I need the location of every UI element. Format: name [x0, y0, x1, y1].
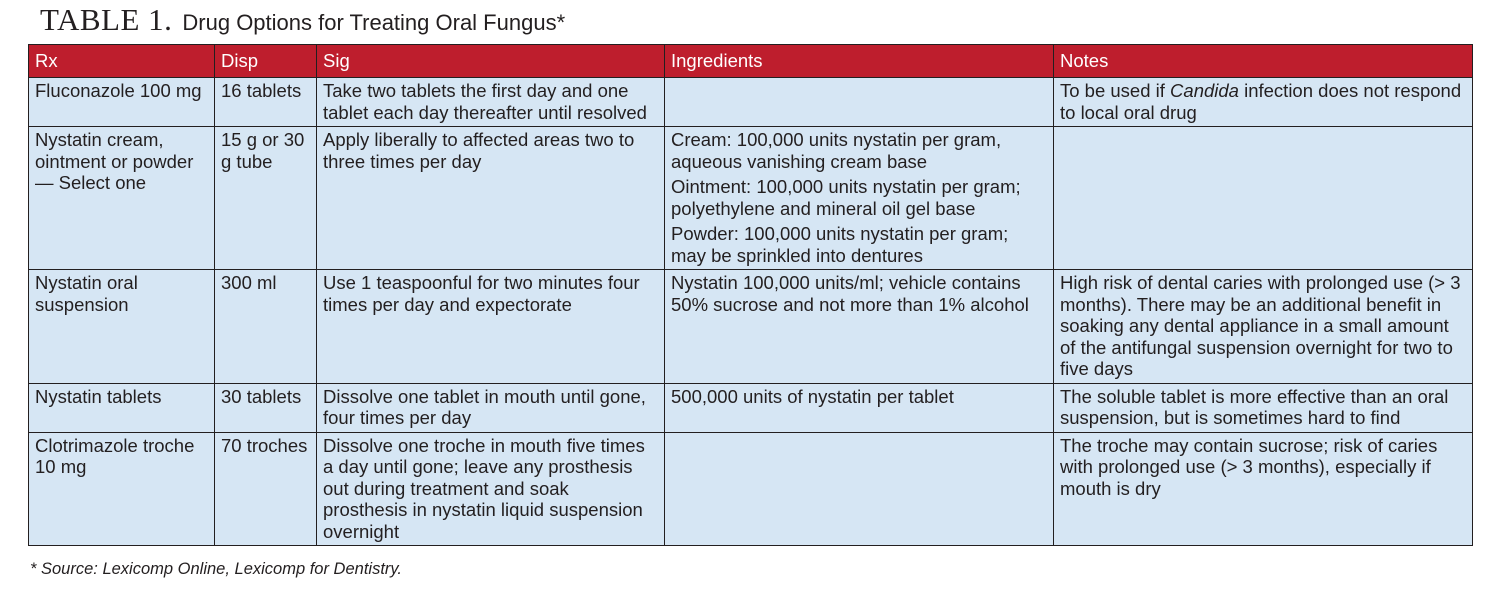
cell-rx: Nystatin tablets	[29, 383, 215, 432]
drug-options-table	[28, 44, 1473, 546]
cell-ingredients	[665, 432, 1054, 546]
cell-ingredients	[665, 383, 1054, 432]
cell-rx: Fluconazole 100 mg	[29, 78, 215, 127]
cell-notes	[1054, 127, 1473, 270]
cell-sig: Use 1 teaspoonful for two minutes four times per day and expectorate	[317, 270, 665, 384]
table-row	[29, 127, 1473, 270]
column-header-rx: Rx	[29, 45, 215, 78]
notes-text-italic: Candida	[1170, 80, 1239, 101]
column-header-sig: Sig	[317, 45, 665, 78]
cell-ingredients	[665, 127, 1054, 270]
table-number-label: TABLE 1.	[40, 2, 173, 37]
cell-sig: Take two tablets the first day and one tablet each day thereafter until resolved	[317, 78, 665, 127]
table-row	[29, 270, 1473, 384]
notes-text-end: infection does not respond to local oral drug	[1060, 80, 1462, 123]
cell-disp: 15 g or 30 g tube	[215, 127, 317, 270]
ingredient-ointment: Ointment: 100,000 units nystatin per gram; polyethylene and mineral oil gel base	[671, 176, 1021, 219]
cell-disp: 300 ml	[215, 270, 317, 384]
cell-notes: The soluble tablet is more effective than an oral suspension, but is sometimes hard to find	[1054, 383, 1473, 432]
table-title	[40, 2, 565, 42]
cell-sig: Apply liberally to affected areas two to three times per day	[317, 127, 665, 270]
cell-ingredients	[665, 270, 1054, 384]
column-header-notes: Notes	[1054, 45, 1473, 78]
ingredient-tablet: 500,000 units of nystatin per tablet	[671, 385, 954, 407]
cell-disp: 70 troches	[215, 432, 317, 546]
cell-disp: 16 tablets	[215, 78, 317, 127]
source-footnote: * Source: Lexicomp Online, Lexicomp for Dentistry.	[30, 560, 403, 578]
cell-rx: Clotrimazole troche 10 mg	[29, 432, 215, 546]
cell-sig: Dissolve one tablet in mouth until gone, four times per day	[317, 383, 665, 432]
cell-notes	[1054, 78, 1473, 127]
table-header-row	[29, 45, 1473, 78]
cell-notes: High risk of dental caries with prolonged use (> 3 months). There may be an additional benefit in soaking any dental appliance in a small amount of the antifungal suspension overnight for two to five days	[1054, 270, 1473, 384]
table-row	[29, 78, 1473, 127]
cell-rx: Nystatin oral suspension	[29, 270, 215, 384]
ingredient-powder: Powder: 100,000 units nystatin per gram; may be sprinkled into dentures	[671, 223, 1009, 266]
ingredient-cream: Cream: 100,000 units nystatin per gram, aqueous vanishing cream base	[671, 129, 1002, 172]
table-caption: Drug Options for Treating Oral Fungus*	[182, 10, 566, 35]
table-row	[29, 432, 1473, 546]
cell-rx: Nystatin cream, ointment or powder — Select one	[29, 127, 215, 270]
column-header-disp: Disp	[215, 45, 317, 78]
cell-ingredients	[665, 78, 1054, 127]
table-row	[29, 383, 1473, 432]
notes-text-start: To be used if	[1060, 80, 1171, 101]
column-header-ingredients: Ingredients	[665, 45, 1054, 78]
ingredient-suspension: Nystatin 100,000 units/ml; vehicle contains 50% sucrose and not more than 1% alcohol	[671, 272, 1029, 315]
cell-sig: Dissolve one troche in mouth five times a day until gone; leave any prosthesis out during treatment and soak prosthesis in nystatin liquid suspension overnight	[317, 432, 665, 546]
cell-notes: The troche may contain sucrose; risk of caries with prolonged use (> 3 months), especially if mouth is dry	[1054, 432, 1473, 546]
cell-disp: 30 tablets	[215, 383, 317, 432]
